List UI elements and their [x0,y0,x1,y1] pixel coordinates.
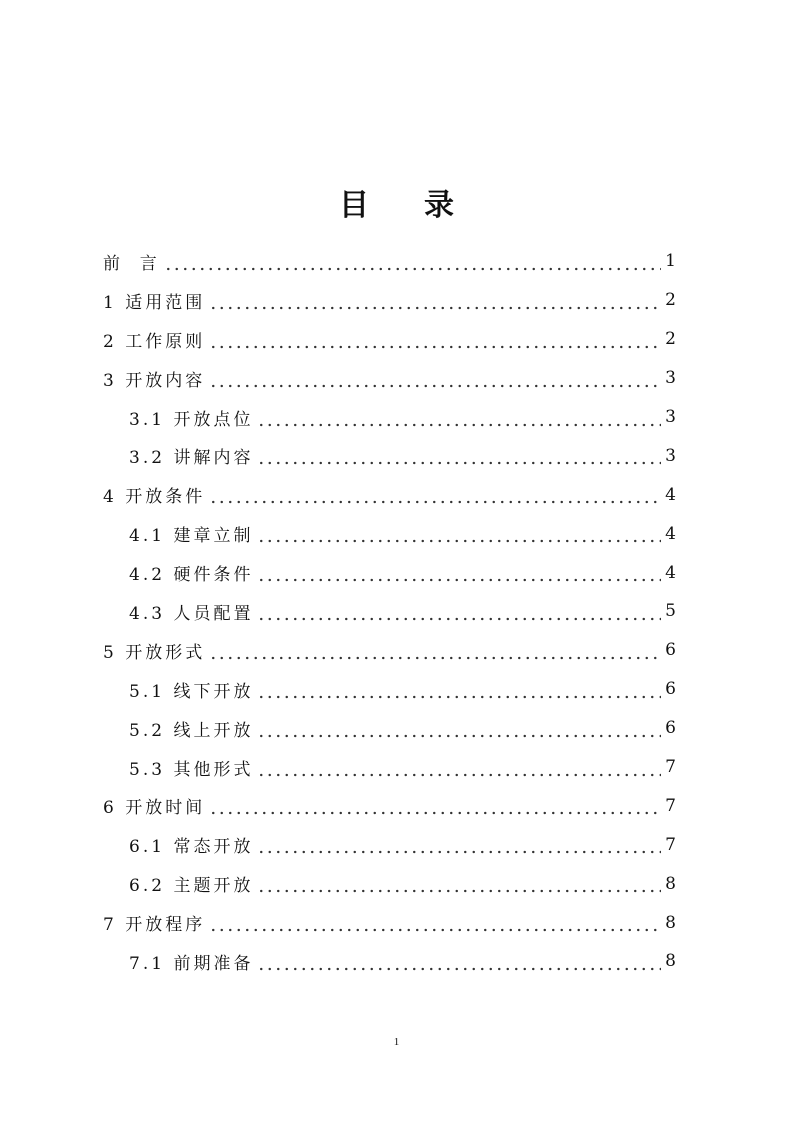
dot-leader [257,411,661,428]
toc-entry-label: 4.1 建章立制 [129,526,254,547]
toc-entry-page: 8 [665,912,676,933]
toc-entry-label: 4.2 硬件条件 [129,565,254,586]
dot-leader [257,449,661,466]
toc-entry-page: 7 [665,834,676,855]
dot-leader [209,916,661,933]
dot-leader [164,255,661,272]
dot-leader [209,488,661,505]
toc-entry-page: 4 [665,484,676,505]
toc-entry-label: 7.1 前期准备 [129,953,254,974]
toc-entry-label: 2 工作原则 [103,331,206,352]
toc-entry[interactable] [103,631,676,670]
toc-entry[interactable] [103,592,676,631]
toc-entry-label: 3.2 讲解内容 [129,448,254,469]
toc-entry-page: 2 [665,290,676,311]
toc-entry-page: 1 [665,251,676,272]
toc-entry[interactable] [103,786,676,825]
toc-entry[interactable] [103,709,676,748]
dot-leader [257,838,661,855]
toc-entry-page: 4 [665,523,676,544]
toc-entry-label: 6.1 常态开放 [129,837,254,858]
dot-leader [257,566,661,583]
toc-entry[interactable] [103,281,676,320]
toc-entry-page: 8 [665,951,676,972]
dot-leader [257,761,661,778]
toc-title: 目录 [339,188,509,224]
table-of-contents [103,242,676,981]
toc-entry-page: 5 [665,601,676,622]
dot-leader [257,722,661,739]
toc-entry-page: 4 [665,562,676,583]
toc-entry-page: 3 [665,407,676,427]
dot-leader [257,683,661,700]
toc-entry[interactable] [103,359,676,398]
toc-entry[interactable] [103,864,676,903]
toc-entry-label: 5.3 其他形式 [129,759,254,780]
toc-entry-page: 7 [665,795,676,816]
toc-entry[interactable] [103,475,676,514]
toc-entry-label: 3.1 开放点位 [129,409,254,430]
page-number: 1 [393,1036,400,1048]
toc-entry-page: 8 [665,873,676,894]
toc-entry[interactable] [103,942,676,981]
toc-entry[interactable] [103,903,676,942]
toc-entry[interactable] [103,320,676,359]
toc-entry-label: 4.3 人员配置 [129,603,254,624]
dot-leader [257,955,661,972]
toc-entry-label: 5.1 线下开放 [129,681,254,702]
toc-entry[interactable] [103,553,676,592]
toc-entry-page: 6 [665,679,676,700]
dot-leader [209,294,661,311]
toc-entry-label: 5 开放形式 [103,642,206,663]
toc-entry[interactable] [103,670,676,709]
toc-entry-page: 7 [665,757,676,778]
toc-entry-page: 3 [665,445,676,466]
toc-entry[interactable] [103,748,676,787]
toc-entry-page: 6 [665,718,676,739]
dot-leader [209,333,661,350]
dot-leader [209,644,661,661]
dot-leader [209,799,661,816]
toc-entry[interactable] [103,242,676,281]
toc-entry[interactable] [103,514,676,553]
toc-entry-page: 3 [665,368,676,389]
toc-entry-label: 1 适用范围 [103,292,206,313]
toc-entry-page: 2 [665,329,676,350]
toc-entry-page: 6 [665,640,676,661]
toc-entry-label: 前 言 [103,253,160,274]
dot-leader [257,605,661,622]
toc-entry-label: 4 开放条件 [103,487,206,508]
toc-entry-label: 7 开放程序 [103,915,206,936]
toc-entry[interactable] [103,398,676,437]
dot-leader [257,527,661,544]
toc-entry[interactable] [103,436,676,475]
dot-leader [257,877,661,894]
toc-entry-label: 5.2 线上开放 [129,720,254,741]
toc-entry[interactable] [103,825,676,864]
toc-entry-label: 6.2 主题开放 [129,876,254,897]
toc-entry-label: 3 开放内容 [103,370,206,391]
toc-entry-label: 6 开放时间 [103,798,206,819]
dot-leader [209,372,661,389]
